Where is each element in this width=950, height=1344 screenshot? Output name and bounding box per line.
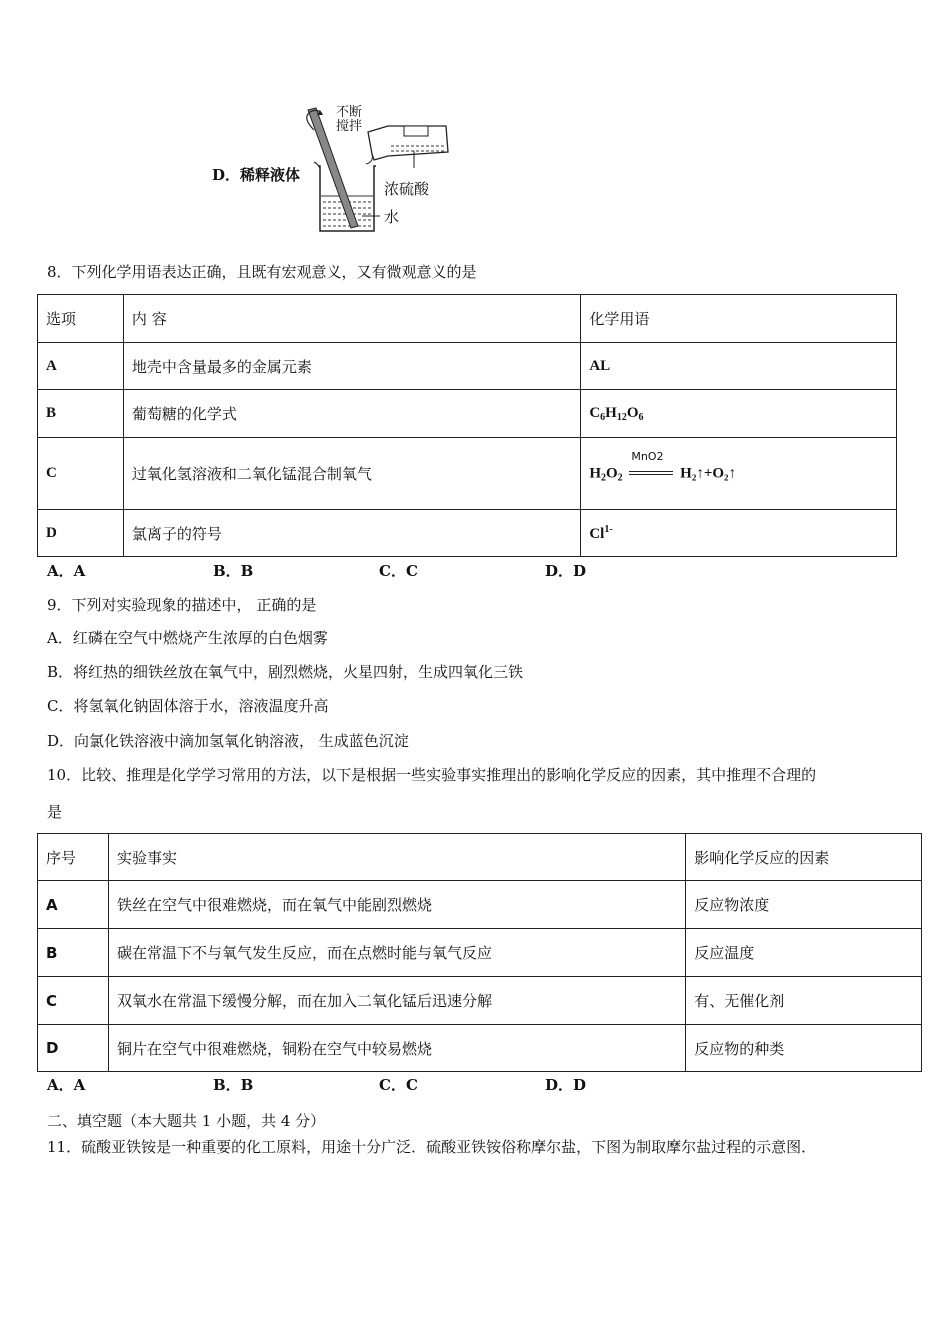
header-option: 选项 <box>38 295 124 343</box>
q8-stem: 8．下列化学用语表达正确，且既有宏观意义，又有微观意义的是 <box>47 263 477 281</box>
q9-option-b: B．将红热的细铁丝放在氧气中，剧烈燃烧，火星四射，生成四氧化三铁 <box>47 663 524 681</box>
q8-answers <box>47 561 711 581</box>
answer-d: D．D <box>545 562 587 580</box>
acid-label: 浓硫酸 <box>384 180 430 198</box>
row-factor: 有、无催化剂 <box>686 977 922 1025</box>
figure-d-label: D．稀释液体 <box>212 166 301 184</box>
answer-a: A．A <box>47 562 86 580</box>
row-content: 氯离子的符号 <box>123 510 580 557</box>
row-fact: 铁丝在空气中很难燃烧，而在氧气中能剧烈燃烧 <box>108 881 685 929</box>
q9-option-a: A．红磷在空气中燃烧产生浓厚的白色烟雾 <box>47 629 328 647</box>
acid-stream <box>366 154 372 164</box>
table-row <box>38 510 897 557</box>
answer-b: B．B <box>213 1076 254 1094</box>
row-content: 过氧化氢溶液和二氧化锰混合制氧气 <box>123 438 580 510</box>
row-option: A <box>38 343 124 390</box>
q10-answers <box>47 1075 711 1095</box>
q10-table <box>37 833 922 1072</box>
row-fact: 碳在常温下不与氧气发生反应，而在点燃时能与氧气反应 <box>108 929 685 977</box>
table-row <box>38 390 897 438</box>
header-term: 化学用语 <box>581 295 897 343</box>
table-row <box>38 343 897 390</box>
row-fact: 铜片在空气中很难燃烧，铜粉在空气中较易燃烧 <box>108 1025 685 1072</box>
stir-label <box>336 106 362 134</box>
answer-b: B．B <box>213 562 254 580</box>
q10-stem-line2: 是 <box>47 803 63 821</box>
header-number: 序号 <box>38 834 109 881</box>
products: H₂↑+O₂↑ <box>680 464 737 481</box>
row-content: 地壳中含量最多的金属元素 <box>123 343 580 390</box>
q9-stem: 9．下列对实验现象的描述中， 正确的是 <box>47 596 317 614</box>
table-row <box>38 929 922 977</box>
stir-label-line2: 搅拌 <box>336 119 363 134</box>
row-factor: 反应物的种类 <box>686 1025 922 1072</box>
catalyst-label: MnO2 <box>631 449 664 463</box>
row-option: A <box>38 881 109 929</box>
table-header-row <box>38 834 922 881</box>
table-row <box>38 977 922 1025</box>
q10-stem-line1: 10．比较、推理是化学学习常用的方法，以下是根据一些实验事实推理出的影响化学反应的因素，其中推理不合理的 <box>47 766 817 784</box>
row-option: C <box>38 977 109 1025</box>
row-fact: 双氧水在常温下缓慢分解，而在加入二氧化锰后迅速分解 <box>108 977 685 1025</box>
reaction-equation: $H_2O_2$ MnO2 H₂↑+O₂↑ <box>581 438 897 510</box>
q9-option-c: C．将氢氧化钠固体溶于水，溶液温度升高 <box>47 697 329 715</box>
row-option: B <box>38 390 124 438</box>
reaction-arrow <box>629 449 673 484</box>
row-option: D <box>38 510 124 557</box>
table-row <box>38 1025 922 1072</box>
answer-c: C．C <box>379 1076 418 1094</box>
header-content: 内 容 <box>123 295 580 343</box>
row-option: D <box>38 1025 109 1072</box>
table-header-row <box>38 295 897 343</box>
answer-d: D．D <box>545 1076 587 1094</box>
header-factor: 影响化学反应的因素 <box>686 834 922 881</box>
answer-c: C．C <box>379 562 418 580</box>
row-factor: 反应物浓度 <box>686 881 922 929</box>
chloride-symbol: $Cl^{1-}$ <box>581 510 897 557</box>
row-term: AL <box>581 343 897 390</box>
q11-stem: 11．硫酸亚铁铵是一种重要的化工原料，用途十分广泛．硫酸亚铁铵俗称摩尔盐，下图为制取摩尔盐过程的示意图． <box>47 1138 817 1156</box>
section-title: 二、填空题（本大题共 1 小题，共 4 分） <box>47 1112 326 1130</box>
glucose-formula: $C_6H_{12}O_6$ <box>581 390 897 438</box>
bottle-label <box>404 126 428 136</box>
stir-label-line1: 不断 <box>336 105 363 120</box>
beaker-lip <box>314 162 320 168</box>
q9-option-d: D．向氯化铁溶液中滴加氢氧化钠溶液， 生成蓝色沉淀 <box>47 732 409 750</box>
q8-table <box>37 294 897 557</box>
row-option: B <box>38 929 109 977</box>
header-fact: 实验事实 <box>108 834 685 881</box>
row-content: 葡萄糖的化学式 <box>123 390 580 438</box>
row-option: C <box>38 438 124 510</box>
answer-a: A．A <box>47 1076 86 1094</box>
row-factor: 反应温度 <box>686 929 922 977</box>
dilution-diagram <box>296 104 456 236</box>
water-label: 水 <box>384 208 400 226</box>
table-row <box>38 438 897 510</box>
table-row <box>38 881 922 929</box>
